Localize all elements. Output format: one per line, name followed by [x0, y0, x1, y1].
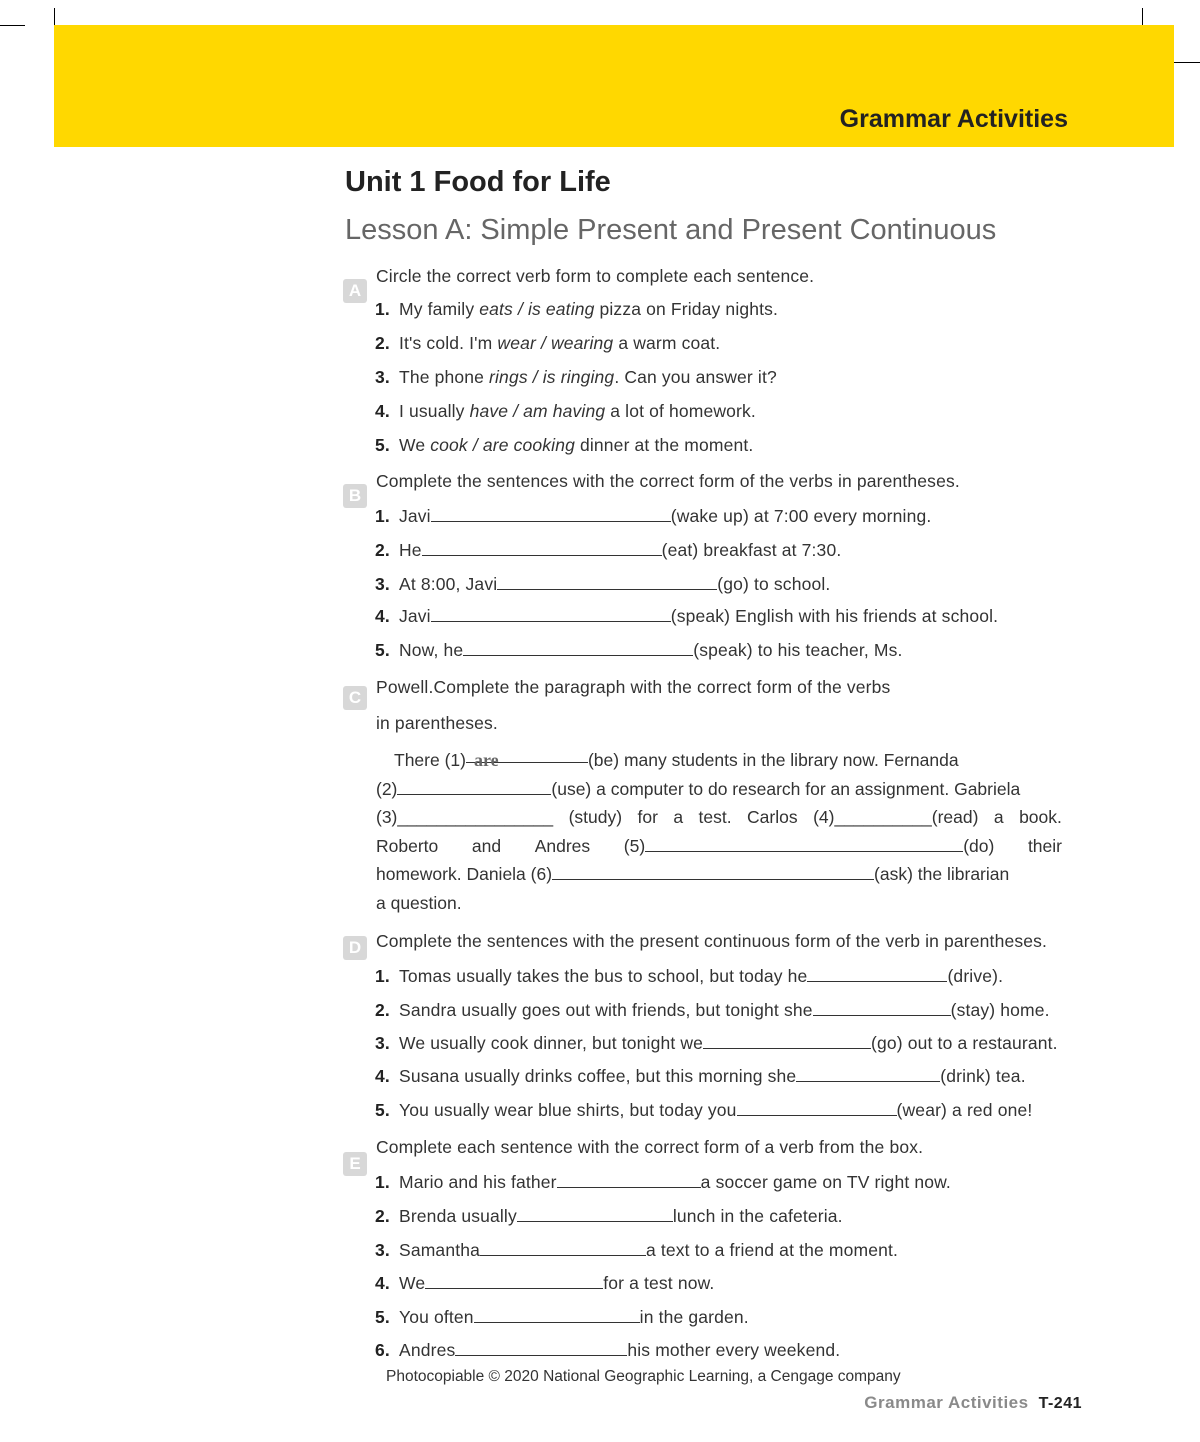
item-text: a text to a friend at the moment.	[645, 1240, 899, 1260]
item-text: in the garden.	[639, 1307, 749, 1327]
answer-blank[interactable]	[431, 605, 671, 622]
item-text: pizza on Friday nights.	[594, 299, 779, 319]
item-text: (wear) a red one!	[896, 1100, 1033, 1120]
item-text: He	[399, 540, 422, 560]
item-number: 4.	[375, 1066, 390, 1086]
header-banner	[54, 25, 1174, 147]
paragraph-line	[376, 832, 1062, 861]
item-number: 2.	[375, 540, 390, 560]
section-d-item	[375, 1065, 1026, 1087]
item-options[interactable]: wear / wearing	[497, 333, 614, 353]
paragraph-word: Roberto	[376, 835, 439, 856]
paragraph-text: homework. Daniela (6)	[376, 864, 553, 884]
item-text: You often	[399, 1307, 474, 1327]
item-text: . Can you answer it?	[614, 367, 777, 387]
item-text: Tomas usually takes the bus to school, but today he	[399, 966, 808, 986]
crop-mark	[1174, 62, 1200, 63]
item-text: Andres	[399, 1340, 456, 1360]
item-text: Javi	[399, 606, 431, 626]
section-d-item	[375, 1099, 1032, 1121]
paragraph-line	[376, 746, 1062, 775]
paragraph-line	[376, 860, 1062, 889]
answer-blank[interactable]	[813, 999, 951, 1016]
answer-blank[interactable]	[552, 863, 874, 880]
footer-copyright: Photocopiable © 2020 National Geographic Learning, a Cengage company	[386, 1368, 901, 1385]
answer-blank[interactable]	[807, 965, 947, 982]
item-number: 4.	[375, 401, 390, 421]
answer-blank[interactable]	[737, 1099, 897, 1116]
paragraph-text: (be) many students in the library now. Fernanda	[587, 750, 959, 770]
section-e-item	[375, 1205, 843, 1227]
item-text: Samantha	[399, 1240, 480, 1260]
answer-blank[interactable]	[455, 1339, 627, 1356]
answer-blank[interactable]	[480, 1239, 646, 1256]
item-text: It's cold. I'm	[399, 333, 498, 353]
item-text: Susana usually drinks coffee, but this morning she	[399, 1066, 797, 1086]
answer-blank[interactable]	[557, 1171, 701, 1188]
item-text: (wake up) at 7:00 every morning.	[670, 506, 932, 526]
paragraph-text: (do)	[963, 835, 995, 856]
item-text: Brenda usually	[399, 1206, 517, 1226]
item-text: (speak) English with his friends at school.	[670, 606, 999, 626]
answer-blank[interactable]	[422, 539, 662, 556]
item-text: dinner at the moment.	[574, 435, 754, 455]
answer-blank[interactable]	[703, 1032, 871, 1049]
answer-blank[interactable]	[517, 1205, 673, 1222]
paragraph-text: There (1)	[394, 750, 466, 770]
section-e-item	[375, 1306, 749, 1328]
paragraph-text: (5)	[623, 835, 646, 856]
item-text: (speak) to his teacher, Ms.	[693, 640, 903, 660]
section-d-item	[375, 1032, 1058, 1054]
item-text: At 8:00, Javi	[399, 574, 498, 594]
section-a-item	[375, 435, 753, 456]
paragraph-word: for	[637, 807, 658, 827]
section-a-instruction: Circle the correct verb form to complete each sentence.	[376, 266, 815, 286]
item-number: 3.	[375, 1033, 390, 1053]
item-text: You usually wear blue shirts, but today you	[399, 1100, 737, 1120]
item-text: a soccer game on TV right now.	[700, 1172, 951, 1192]
crop-mark	[0, 25, 25, 26]
answer-blank[interactable]	[645, 835, 963, 852]
section-b-item	[375, 573, 830, 595]
section-d-item	[375, 999, 1050, 1021]
lesson-title: Lesson A: Simple Present and Present Continuous	[345, 214, 997, 246]
item-text: (go) out to a restaurant.	[871, 1033, 1058, 1053]
item-number: 1.	[375, 506, 390, 526]
header-title: Grammar Activities	[839, 105, 1068, 133]
section-e-item	[375, 1239, 898, 1261]
section-d-instruction: Complete the sentences with the present continuous form of the verb in parentheses.	[376, 931, 1048, 951]
item-text: a lot of homework.	[605, 401, 756, 421]
section-b-item	[375, 605, 998, 627]
item-text: We	[399, 435, 431, 455]
paragraph-line: a question.	[376, 892, 462, 913]
answer-blank[interactable]	[463, 639, 693, 656]
section-c-badge: C	[343, 686, 367, 710]
section-e-item	[375, 1171, 951, 1193]
section-e-item	[375, 1272, 714, 1294]
item-text: lunch in the cafeteria.	[672, 1206, 843, 1226]
paragraph-text: (ask) the librarian	[874, 864, 1010, 884]
section-e-instruction: Complete each sentence with the correct form of a verb from the box.	[376, 1137, 924, 1157]
paragraph-word: and	[471, 835, 502, 856]
item-text: (go) to school.	[717, 574, 831, 594]
answer-blank[interactable]	[796, 1065, 940, 1082]
section-a-item	[375, 401, 756, 422]
answer-blank[interactable]	[497, 573, 717, 590]
paragraph-word: (study)	[568, 807, 623, 827]
item-options[interactable]: rings / is ringing	[489, 367, 615, 387]
item-text: We usually cook dinner, but tonight we	[399, 1033, 704, 1053]
item-text: for a test now.	[603, 1273, 715, 1293]
item-number: 3.	[375, 1240, 390, 1260]
paragraph-word	[624, 832, 995, 861]
item-number: 5.	[375, 640, 390, 660]
section-c-instruction-cont: in parentheses.	[376, 713, 498, 733]
item-text: Javi	[399, 506, 431, 526]
page-number: T-241	[1038, 1395, 1082, 1412]
paragraph-text: (2)	[376, 778, 398, 799]
paragraph-word: (4)__________(read)	[813, 807, 979, 827]
item-number: 4.	[375, 1273, 390, 1293]
item-number: 5.	[375, 435, 390, 455]
paragraph-word: Carlos	[747, 807, 798, 827]
section-a-item	[375, 333, 720, 354]
section-a-badge: A	[343, 279, 367, 303]
item-text: (drink) tea.	[940, 1066, 1026, 1086]
section-d-badge: D	[343, 936, 367, 960]
section-e-badge: E	[343, 1152, 367, 1176]
item-text: Sandra usually goes out with friends, but tonight she	[399, 1000, 813, 1020]
paragraph-line	[376, 803, 1062, 832]
paragraph-word: a	[673, 807, 684, 827]
answer-blank[interactable]	[397, 778, 551, 795]
unit-title: Unit 1 Food for Life	[345, 166, 611, 198]
item-number: 5.	[375, 1100, 390, 1120]
item-text: his mother every weekend.	[627, 1340, 841, 1360]
item-text: a warm coat.	[613, 333, 721, 353]
section-b-item	[375, 505, 931, 527]
item-number: 2.	[375, 1000, 390, 1020]
answer-blank[interactable]	[431, 505, 671, 522]
section-c-instruction: Powell.Complete the paragraph with the correct form of the verbs	[376, 677, 891, 697]
paragraph-word: (3)________________	[376, 807, 554, 827]
footer-page-label	[864, 1393, 1082, 1413]
item-number: 3.	[375, 367, 390, 387]
item-number: 2.	[375, 1206, 390, 1226]
answer-blank[interactable]	[474, 1306, 640, 1323]
section-b-instruction: Complete the sentences with the correct form of the verbs in parentheses.	[376, 471, 960, 491]
section-d-item	[375, 965, 1003, 987]
item-options[interactable]: cook / are cooking	[430, 435, 575, 455]
item-number: 1.	[375, 966, 390, 986]
answer-blank[interactable]	[466, 746, 588, 770]
paragraph-line	[376, 775, 1062, 804]
item-text: My family	[399, 299, 480, 319]
section-b-badge: B	[343, 484, 367, 508]
paragraph-word: book.	[1019, 807, 1062, 827]
example-answer: are	[473, 750, 499, 770]
item-number: 5.	[375, 1307, 390, 1327]
item-number: 2.	[375, 333, 390, 353]
paragraph-text: (use) a computer to do research for an assignment. Gabriela	[551, 778, 1021, 799]
paragraph-word: a	[993, 807, 1004, 827]
item-text: (eat) breakfast at 7:30.	[661, 540, 842, 560]
item-number: 4.	[375, 606, 390, 626]
section-a-item	[375, 367, 777, 388]
paragraph-word: their	[1027, 835, 1062, 856]
answer-blank[interactable]	[425, 1272, 603, 1289]
footer-section: Grammar Activities	[864, 1393, 1029, 1412]
item-number: 6.	[375, 1340, 390, 1360]
item-number: 1.	[375, 1172, 390, 1192]
section-b-item	[375, 639, 903, 661]
item-options[interactable]: have / am having	[469, 401, 606, 421]
paragraph-word: Andres	[534, 835, 591, 856]
paragraph-word: test.	[698, 807, 732, 827]
section-a-item	[375, 299, 778, 320]
section-b-item	[375, 539, 841, 561]
item-text: We	[399, 1273, 426, 1293]
item-text: (drive).	[947, 966, 1004, 986]
item-number: 1.	[375, 299, 390, 319]
section-c-paragraph	[376, 746, 1062, 917]
item-number: 3.	[375, 574, 390, 594]
item-options[interactable]: eats / is eating	[479, 299, 595, 319]
item-text: The phone	[399, 367, 490, 387]
item-text: (stay) home.	[950, 1000, 1050, 1020]
item-text: Mario and his father	[399, 1172, 557, 1192]
section-e-item	[375, 1339, 840, 1361]
item-text: Now, he	[399, 640, 464, 660]
item-text: I usually	[399, 401, 470, 421]
